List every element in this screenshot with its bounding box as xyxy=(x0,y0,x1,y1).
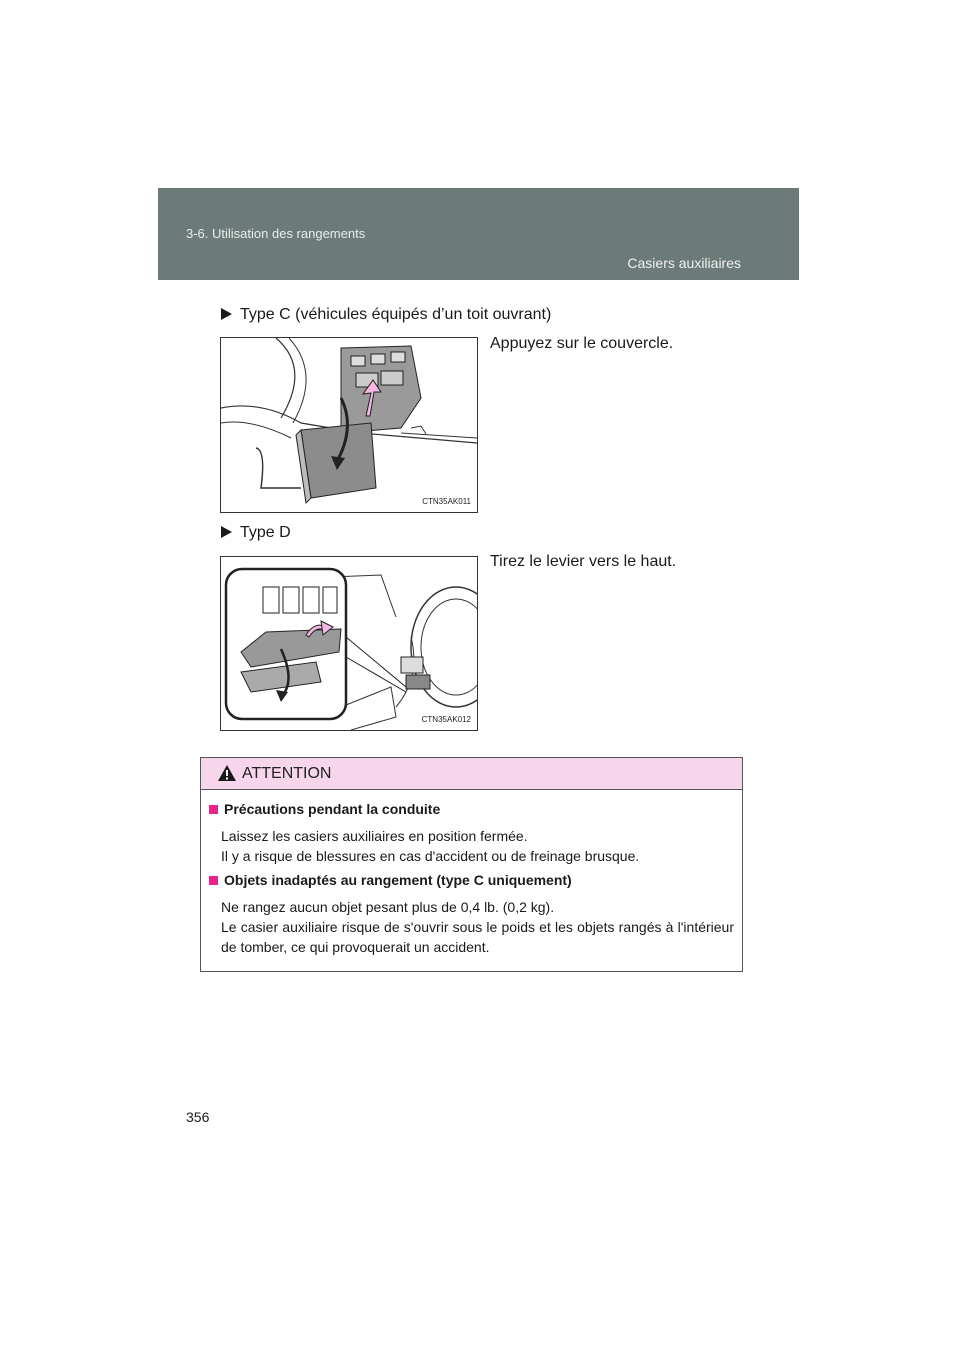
type-c-instruction: Appuyez sur le couvercle. xyxy=(490,335,674,352)
type-d-illustration xyxy=(220,556,478,731)
attention-section-heading: Objets inadaptés au rangement (type C uniquement) xyxy=(209,872,572,888)
body-line: Ne rangez aucun objet pesant plus de 0,4 lb. (0,2 kg). xyxy=(221,899,555,915)
body-line: Le casier auxiliaire risque de s'ouvrir sous le poids et les objets rangés à l'intérieur de tomber, ce qui provoquerait un accident. xyxy=(221,919,734,955)
type-d-heading xyxy=(221,524,291,542)
page-number: 356 xyxy=(186,1109,210,1125)
attention-title: ATTENTION xyxy=(242,765,332,782)
warning-triangle-icon xyxy=(217,764,237,782)
type-d-instruction: Tirez le levier vers le haut. xyxy=(490,553,677,570)
attention-section-body xyxy=(221,826,734,866)
attention-box xyxy=(200,757,743,972)
attention-section-body xyxy=(221,897,734,957)
chapter-header xyxy=(158,188,799,280)
square-bullet-icon xyxy=(209,805,218,814)
square-bullet-icon xyxy=(209,876,218,885)
overhead-console-drawing xyxy=(221,338,477,512)
dashboard-drawing xyxy=(221,557,477,730)
figure-code: CTN35AK012 xyxy=(421,715,471,724)
attention-section-heading: Précautions pendant la conduite xyxy=(209,801,440,817)
body-line: Il y a risque de blessures en cas d'accident ou de freinage brusque. xyxy=(221,848,640,864)
type-c-label: Type C (véhicules équipés d’un toit ouvrant) xyxy=(240,306,552,323)
body-line: Laissez les casiers auxiliaires en position fermée. xyxy=(221,828,528,844)
type-c-heading xyxy=(221,306,551,324)
figure-code: CTN35AK011 xyxy=(422,497,471,506)
type-d-label: Type D xyxy=(240,524,291,541)
topic-title: Casiers auxiliaires xyxy=(627,255,741,271)
bullet-arrow-icon xyxy=(221,308,232,320)
section-title: 3-6. Utilisation des rangements xyxy=(186,226,366,241)
type-c-illustration xyxy=(220,337,478,513)
attention-header xyxy=(201,758,742,790)
bullet-arrow-icon xyxy=(221,526,232,538)
